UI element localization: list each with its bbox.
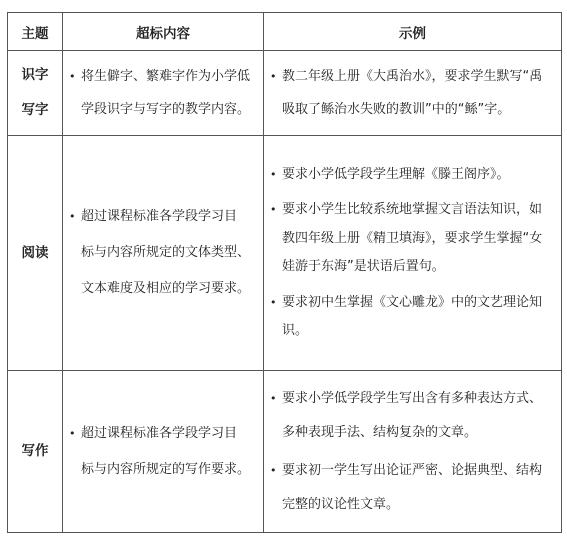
topic-cell bbox=[8, 51, 63, 136]
header-content: 超标内容 bbox=[63, 13, 264, 51]
text-line: 超过课程标准各学段学习目 bbox=[81, 209, 238, 224]
list-item bbox=[270, 289, 551, 346]
bullet-icon: • bbox=[270, 295, 277, 309]
text-line: 标与内容所规定的写作要求。 bbox=[81, 461, 251, 477]
content-cell bbox=[63, 371, 264, 533]
table-row bbox=[8, 136, 562, 371]
text-line: 要求小学低学段学生理解《滕王阁序》。 bbox=[282, 166, 510, 182]
text-line: 娃游于东海”是状语后置句。 bbox=[282, 259, 445, 274]
table-row bbox=[8, 51, 562, 136]
list-item bbox=[270, 161, 551, 190]
list-item bbox=[270, 60, 551, 126]
bullet-icon: • bbox=[270, 167, 277, 181]
topic-cell bbox=[8, 136, 63, 371]
bullet-icon: • bbox=[270, 391, 277, 405]
text-line: 要求初一学生写出论证严密、论据典型、结构 bbox=[282, 462, 543, 478]
text-line: 标与内容所规定的文体类型、 bbox=[81, 245, 251, 260]
text-line: 教四年级上册《精卫填海》，要求学生掌握“女 bbox=[282, 230, 543, 246]
text-line: 完整的议论性文章。 bbox=[282, 496, 400, 512]
text-line: 要求小学生比较系统地掌握文言语法知识，如 bbox=[282, 202, 543, 217]
header-row bbox=[8, 13, 562, 51]
example-cell bbox=[264, 136, 562, 371]
text-line: 要求初中生掌握《文心雕龙》中的文艺理论知 bbox=[282, 294, 543, 310]
text-line: 学段识字与写字的教学内容。 bbox=[81, 102, 251, 117]
list-item bbox=[270, 382, 551, 450]
text-line: 吸取了鲧治水失败的教训”中的“鲧”字。 bbox=[282, 102, 511, 117]
list-item bbox=[69, 60, 253, 126]
topic-line: 阅读 bbox=[21, 244, 49, 261]
bullet-icon: • bbox=[270, 203, 277, 216]
header-topic: 主题 bbox=[8, 13, 63, 51]
example-cell bbox=[264, 371, 562, 533]
header-example: 示例 bbox=[264, 13, 562, 51]
content-cell bbox=[63, 136, 264, 371]
list-item bbox=[69, 199, 253, 307]
topic-line: 写作 bbox=[21, 443, 49, 459]
content-cell bbox=[63, 51, 264, 136]
list-item bbox=[69, 416, 253, 488]
list-item bbox=[270, 454, 551, 522]
bullet-icon: • bbox=[270, 70, 277, 83]
table-row bbox=[8, 371, 562, 533]
text-line: 识。 bbox=[282, 323, 309, 338]
text-line: 教二年级上册《大禹治水》，要求学生默写“禹 bbox=[282, 69, 543, 84]
text-line: 文本难度及相应的学习要求。 bbox=[81, 281, 251, 296]
topic-line: 写字 bbox=[21, 102, 49, 118]
text-line: 多种表现手法、结构复杂的文章。 bbox=[282, 424, 478, 440]
topic-cell bbox=[8, 371, 63, 533]
topic-line: 识字 bbox=[21, 67, 49, 83]
text-line: 将生僻字、繁难字作为小学低 bbox=[81, 69, 251, 84]
example-cell bbox=[264, 51, 562, 136]
curriculum-table bbox=[7, 12, 562, 533]
bullet-icon: • bbox=[69, 210, 76, 223]
list-item bbox=[270, 196, 551, 282]
bullet-icon: • bbox=[270, 463, 277, 477]
text-line: 要求小学低学段学生写出含有多种表达方式、 bbox=[282, 390, 543, 406]
bullet-icon: • bbox=[69, 70, 76, 83]
bullet-icon: • bbox=[69, 426, 76, 440]
text-line: 超过课程标准各学段学习目 bbox=[81, 425, 238, 441]
